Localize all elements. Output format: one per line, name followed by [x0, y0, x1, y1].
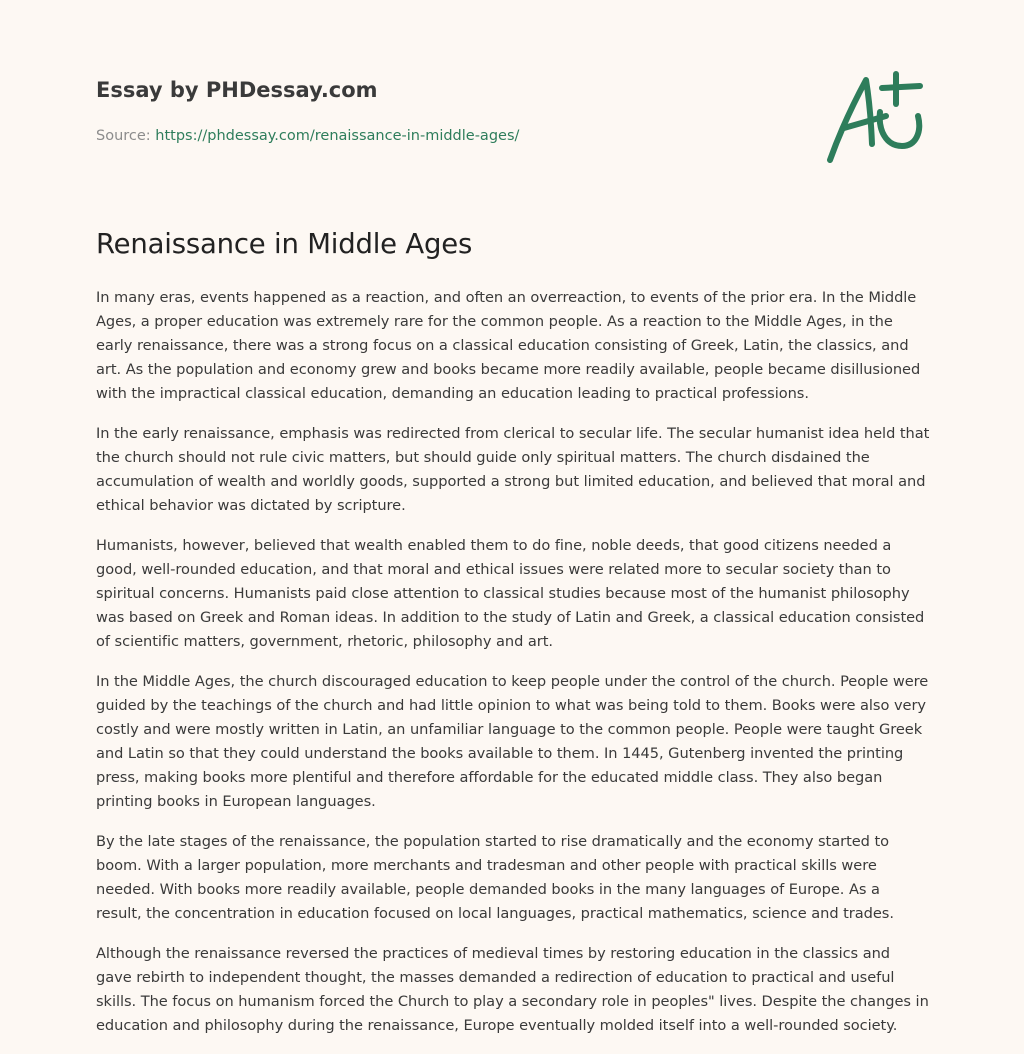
essay-paragraph: In many eras, events happened as a reaction, and often an overreaction, to events of the prior era. In the Middle Ages, a proper education was extremely rare for the common people. As a reaction to the Middle Ages, in the early renaissance, there was a strong focus on a classical education consisting of Greek, Latin, the classics, and art. As the population and economy grew and books became more readily available, people became disillusioned with the impractical classical education, demanding an education leading to practical professions.: [96, 289, 921, 402]
essay-paragraph: Humanists, however, believed that wealth enabled them to do fine, noble deeds, that good citizens needed a good, well-rounded education, and that moral and ethical issues were related more to secular society than to spiritual concerns. Humanists paid close attention to classical studies because most of the humanist philosophy was based on Greek and Roman ideas. In addition to the study of Latin and Greek, a classical education consisted of scientific matters, government, rhetoric, philosophy and art.: [96, 537, 925, 650]
essay-paragraph: In the early renaissance, emphasis was redirected from clerical to secular life. The secular humanist idea held that the church should not rule civic matters, but should guide only spiritual matters. The church disdained the accumulation of wealth and worldly goods, supported a strong but limited education, and believed that moral and ethical behavior was dictated by scripture.: [96, 425, 930, 514]
a-plus-grade-icon: [822, 66, 930, 166]
site-brand: Essay by PHDessay.com: [96, 78, 378, 102]
essay-body: [96, 286, 930, 1054]
source-label: Source:: [96, 128, 156, 144]
source-link[interactable]: https://phdessay.com/renaissance-in-middle-ages/: [155, 128, 520, 144]
source-line: [96, 126, 796, 146]
essay-paragraph: Although the renaissance reversed the practices of medieval times by restoring education in the classics and gave rebirth to independent thought, the masses demanded a redirection of education to practical and useful skills. The focus on humanism forced the Church to play a secondary role in peoples" lives. Despite the changes in education and philosophy during the renaissance, Europe eventually molded itself into a well-rounded society.: [96, 945, 929, 1034]
essay-paragraph: In the Middle Ages, the church discouraged education to keep people under the control of the church. People were guided by the teachings of the church and had little opinion to what was being told to them. Books were also very costly and were mostly written in Latin, an unfamiliar language to the common people. People were taught Greek and Latin so that they could understand the books available to them. In 1445, Gutenberg invented the printing press, making books more plentiful and therefore affordable for the educated middle class. They also began printing books in European languages.: [96, 673, 929, 810]
essay-paragraph: By the late stages of the renaissance, the population started to rise dramatically and the economy started to boom. With a larger population, more merchants and tradesman and other people with practical skills were needed. With books more readily available, people demanded books in the many languages of Europe. As a result, the concentration in education focused on local languages, practical mathematics, science and trades.: [96, 833, 894, 922]
essay-title: Renaissance in Middle Ages: [96, 228, 473, 260]
page-header: [96, 76, 796, 146]
